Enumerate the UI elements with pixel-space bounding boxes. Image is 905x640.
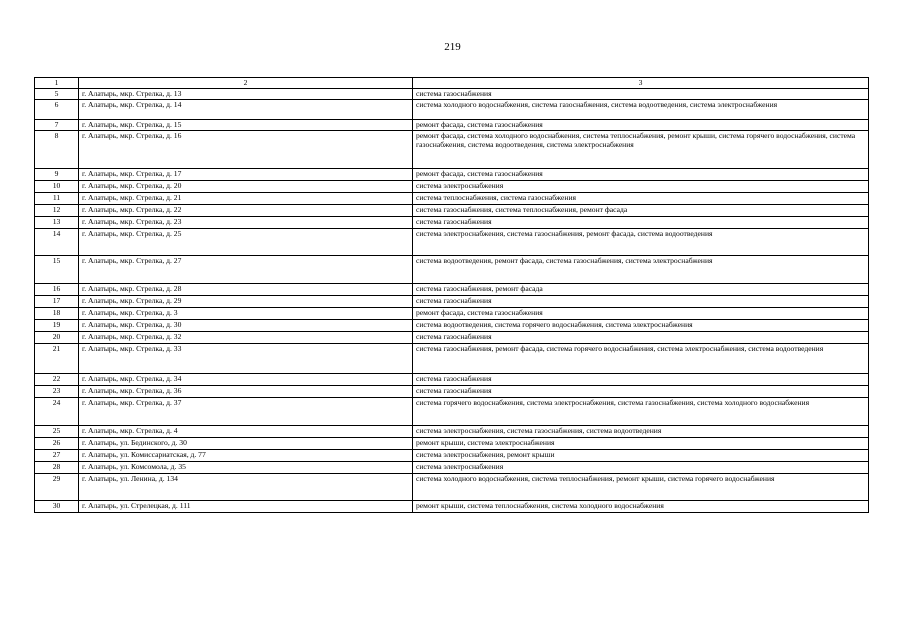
address-cell: г. Алатырь, мкр. Стрелка, д. 16 [79,131,413,169]
row-number-cell: 26 [35,438,79,450]
row-number-cell: 10 [35,181,79,193]
row-number-cell: 8 [35,131,79,169]
row-number-cell: 13 [35,217,79,229]
row-number-cell: 19 [35,320,79,332]
address-cell: г. Алатырь, мкр. Стрелка, д. 34 [79,374,413,386]
works-cell: ремонт фасада, система газоснабжения [413,169,869,181]
address-cell: г. Алатырь, мкр. Стрелка, д. 4 [79,426,413,438]
row-number-cell: 7 [35,120,79,131]
table-row [35,217,869,229]
address-cell: г. Алатырь, ул. Комиссариатская, д. 77 [79,450,413,462]
row-number-cell: 28 [35,462,79,474]
address-cell: г. Алатырь, мкр. Стрелка, д. 13 [79,89,413,100]
table-row [35,284,869,296]
table-row [35,450,869,462]
address-cell: г. Алатырь, мкр. Стрелка, д. 22 [79,205,413,217]
table-body [35,78,869,513]
works-cell: система газоснабжения [413,374,869,386]
row-number-cell: 12 [35,205,79,217]
works-cell: ремонт крыши, система теплоснабжения, система холодного водоснабжения [413,501,869,513]
address-cell: г. Алатырь, мкр. Стрелка, д. 20 [79,181,413,193]
works-cell: система теплоснабжения, система газоснабжения [413,193,869,205]
table-row [35,193,869,205]
row-number-cell: 30 [35,501,79,513]
works-cell: система газоснабжения [413,386,869,398]
row-number-cell: 21 [35,344,79,374]
address-cell: г. Алатырь, мкр. Стрелка, д. 33 [79,344,413,374]
table-row [35,100,869,120]
address-cell: г. Алатырь, мкр. Стрелка, д. 30 [79,320,413,332]
works-cell: система газоснабжения, ремонт фасада, система горячего водоснабжения, система электроснабжения, система водоотведения [413,344,869,374]
table-row [35,386,869,398]
row-number-cell: 27 [35,450,79,462]
works-cell: ремонт фасада, система газоснабжения [413,120,869,131]
address-cell: г. Алатырь, мкр. Стрелка, д. 15 [79,120,413,131]
address-cell: г. Алатырь, ул. Стрелецкая, д. 111 [79,501,413,513]
row-number-cell: 6 [35,100,79,120]
table-row [35,462,869,474]
table-row [35,501,869,513]
table-header-row [35,78,869,89]
header-col-address: 2 [79,78,413,89]
address-cell: г. Алатырь, мкр. Стрелка, д. 32 [79,332,413,344]
works-cell: система холодного водоснабжения, система газоснабжения, система водоотведения, система электроснабжения [413,100,869,120]
address-cell: г. Алатырь, мкр. Стрелка, д. 3 [79,308,413,320]
header-col-number: 1 [35,78,79,89]
works-cell: система водоотведения, система горячего водоснабжения, система электроснабжения [413,320,869,332]
table-row [35,374,869,386]
table-row [35,344,869,374]
row-number-cell: 29 [35,474,79,501]
works-cell: система газоснабжения [413,332,869,344]
row-number-cell: 17 [35,296,79,308]
works-cell: система газоснабжения [413,89,869,100]
row-number-cell: 22 [35,374,79,386]
address-cell: г. Алатырь, мкр. Стрелка, д. 17 [79,169,413,181]
row-number-cell: 15 [35,256,79,284]
table-row [35,426,869,438]
table-row [35,89,869,100]
works-cell: ремонт фасада, система холодного водоснабжения, система теплоснабжения, ремонт крыши, система горячего водоснабжения, система газоснабжения, система водоотведения, система электроснабжения [413,131,869,169]
address-cell: г. Алатырь, мкр. Стрелка, д. 28 [79,284,413,296]
table-row [35,320,869,332]
works-cell: система водоотведения, ремонт фасада, система газоснабжения, система электроснабжения [413,256,869,284]
address-cell: г. Алатырь, мкр. Стрелка, д. 21 [79,193,413,205]
works-cell: система электроснабжения, система газоснабжения, ремонт фасада, система водоотведения [413,229,869,256]
works-cell: ремонт крыши, система электроснабжения [413,438,869,450]
table-row [35,181,869,193]
address-cell: г. Алатырь, мкр. Стрелка, д. 27 [79,256,413,284]
table-row [35,398,869,426]
table-row [35,308,869,320]
table-row [35,131,869,169]
works-cell: система газоснабжения [413,217,869,229]
address-cell: г. Алатырь, мкр. Стрелка, д. 14 [79,100,413,120]
table-row [35,205,869,217]
works-table [34,77,869,513]
table-row [35,296,869,308]
works-cell: система электроснабжения [413,462,869,474]
address-cell: г. Алатырь, мкр. Стрелка, д. 25 [79,229,413,256]
row-number-cell: 23 [35,386,79,398]
row-number-cell: 9 [35,169,79,181]
row-number-cell: 16 [35,284,79,296]
works-cell: система электроснабжения, ремонт крыши [413,450,869,462]
works-cell: система холодного водоснабжения, система теплоснабжения, ремонт крыши, система горячего водоснабжения [413,474,869,501]
works-cell: система электроснабжения, система газоснабжения, система водоотведения [413,426,869,438]
row-number-cell: 20 [35,332,79,344]
page-number: 219 [444,41,461,53]
row-number-cell: 25 [35,426,79,438]
works-cell: система горячего водоснабжения, система электроснабжения, система газоснабжения, система холодного водоснабжения [413,398,869,426]
works-cell: система электроснабжения [413,181,869,193]
address-cell: г. Алатырь, мкр. Стрелка, д. 37 [79,398,413,426]
address-cell: г. Алатырь, ул. Ленина, д. 134 [79,474,413,501]
header-col-works: 3 [413,78,869,89]
table-row [35,169,869,181]
works-cell: система газоснабжения [413,296,869,308]
address-cell: г. Алатырь, мкр. Стрелка, д. 29 [79,296,413,308]
table-row [35,256,869,284]
table-row [35,332,869,344]
address-cell: г. Алатырь, мкр. Стрелка, д. 36 [79,386,413,398]
row-number-cell: 14 [35,229,79,256]
row-number-cell: 5 [35,89,79,100]
row-number-cell: 24 [35,398,79,426]
table-row [35,120,869,131]
address-cell: г. Алатырь, мкр. Стрелка, д. 23 [79,217,413,229]
table-row [35,229,869,256]
table-row [35,438,869,450]
works-cell: ремонт фасада, система газоснабжения [413,308,869,320]
address-cell: г. Алатырь, ул. Бединского, д. 30 [79,438,413,450]
address-cell: г. Алатырь, ул. Комсомола, д. 35 [79,462,413,474]
works-cell: система газоснабжения, система теплоснабжения, ремонт фасада [413,205,869,217]
row-number-cell: 18 [35,308,79,320]
works-cell: система газоснабжения, ремонт фасада [413,284,869,296]
table-row [35,474,869,501]
row-number-cell: 11 [35,193,79,205]
